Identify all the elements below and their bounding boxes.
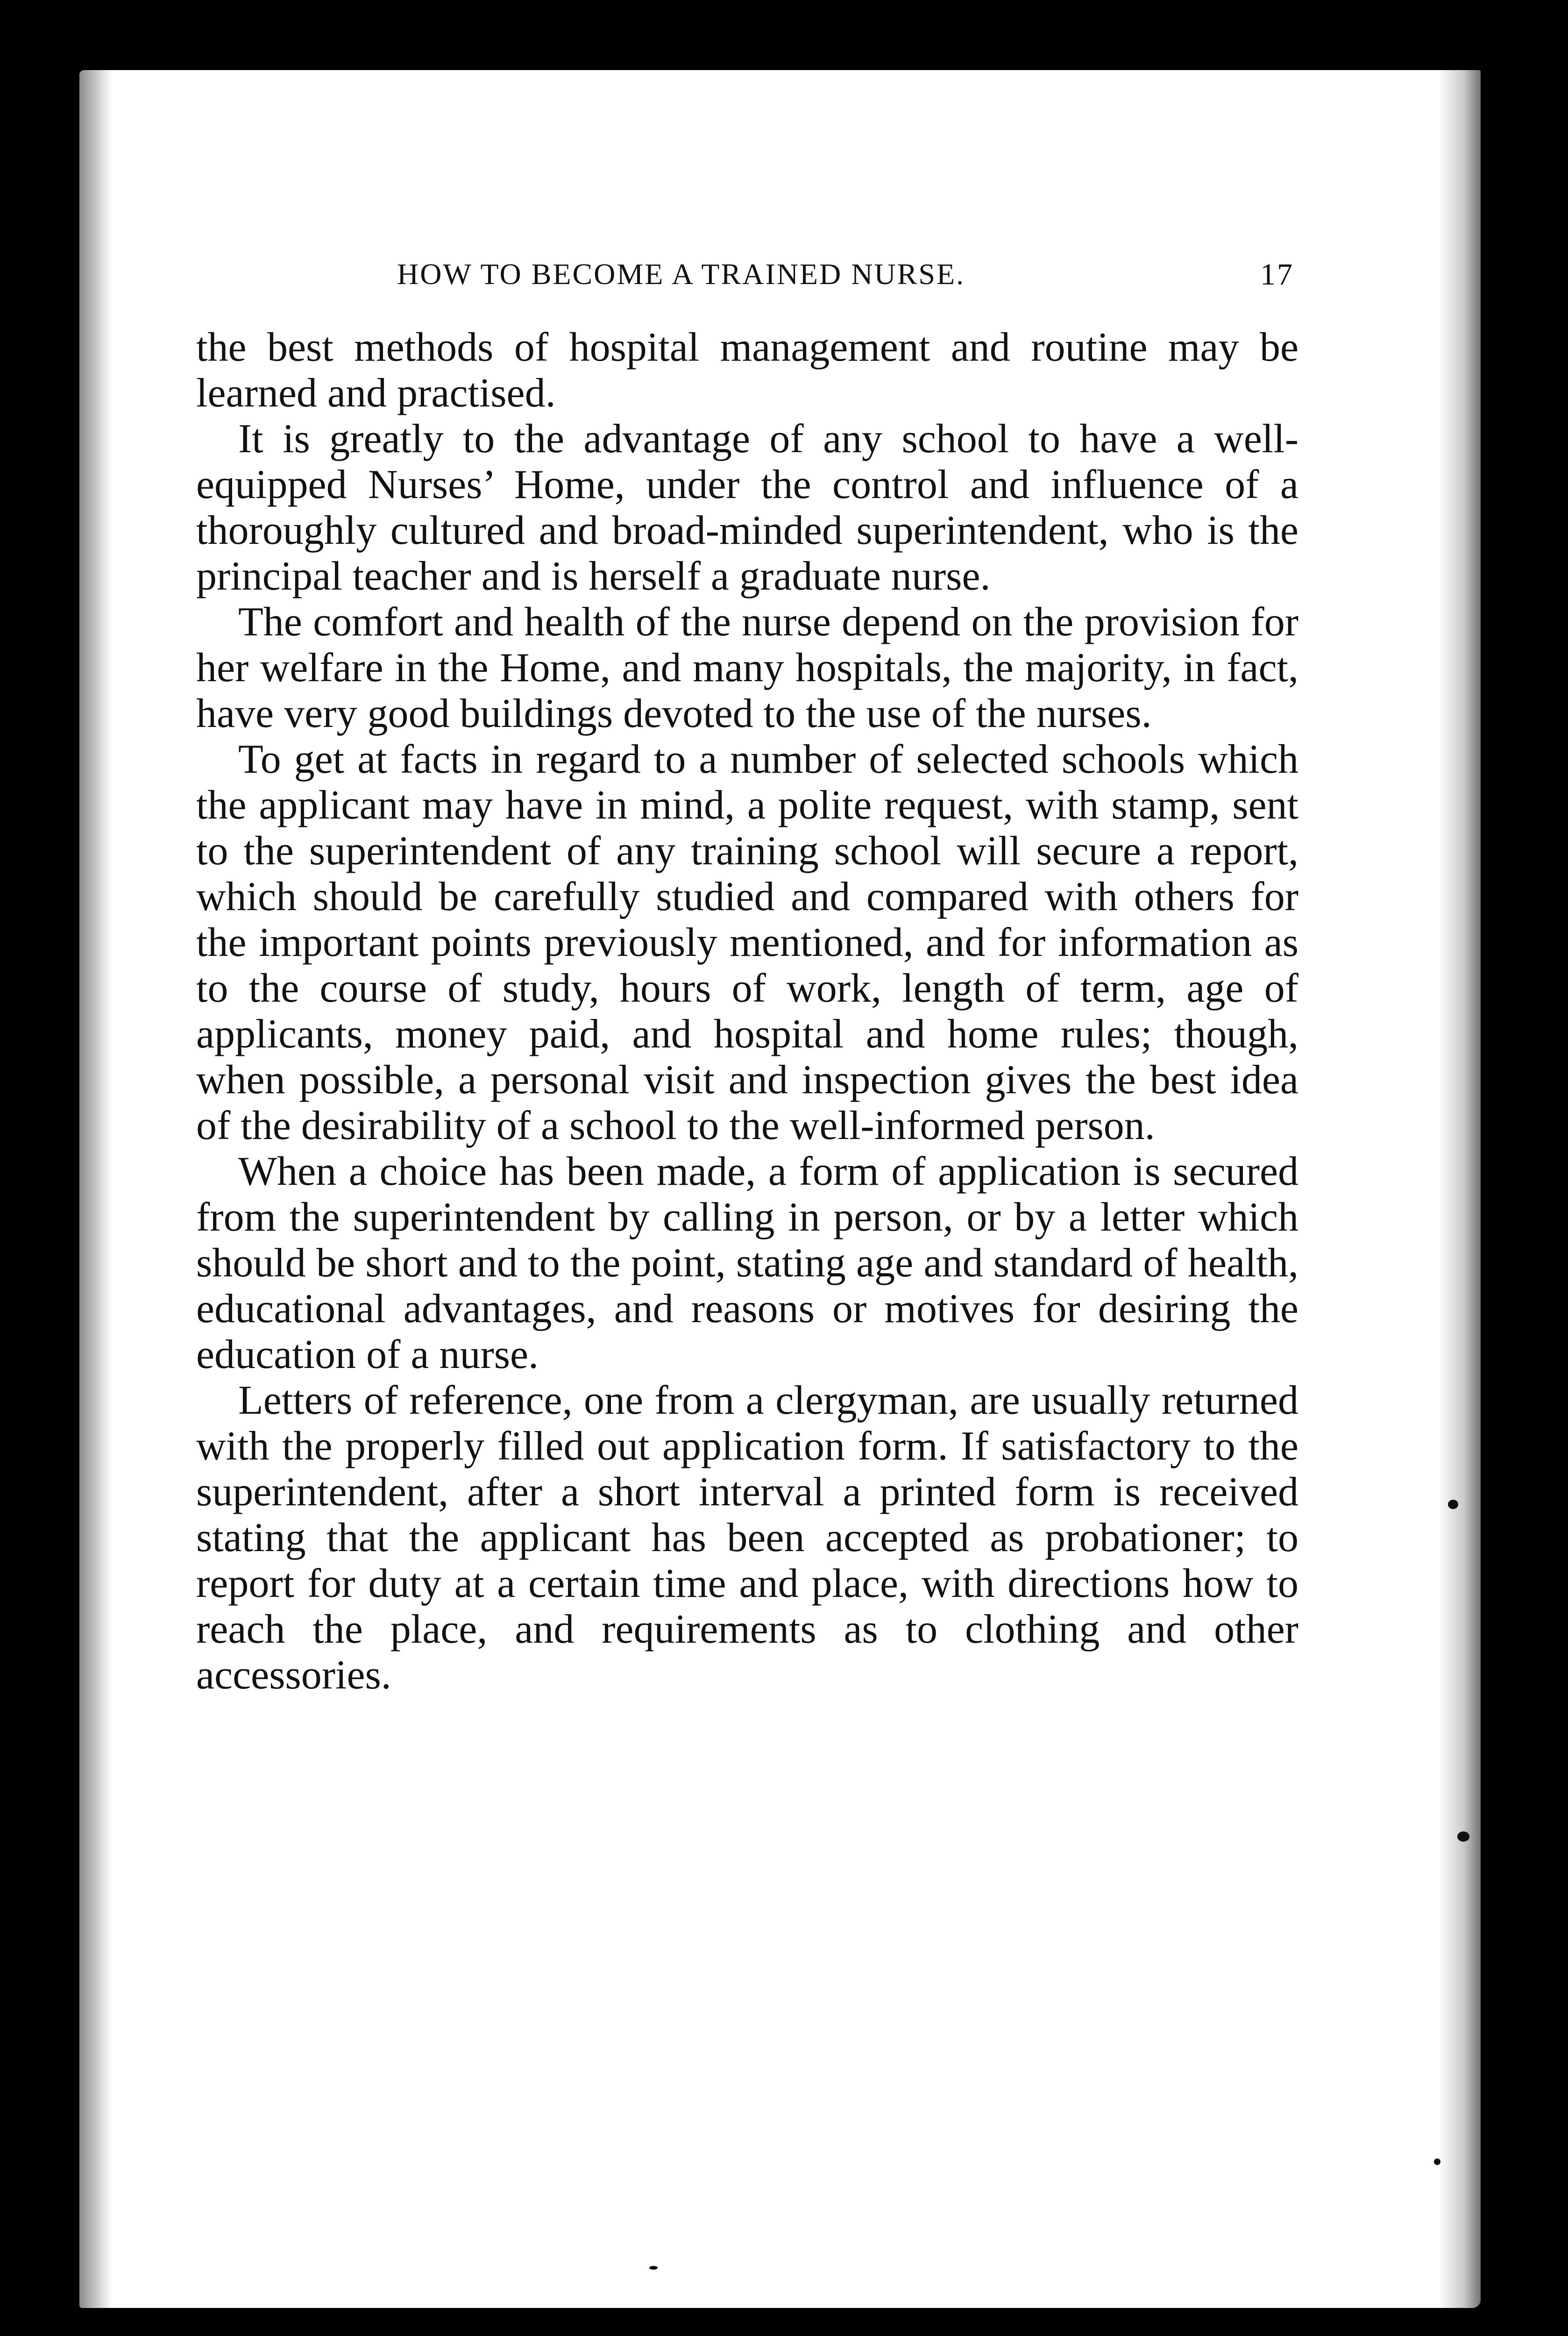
ink-speck	[1434, 2158, 1440, 2165]
paragraph: To get at facts in regard to a number of selected schools which the applicant may have in mind, a polite request, with stamp, sent to the superintendent of any training school will secure a report, which should be carefully studied and compared with others for the important points previously mentioned, and for information as to the course of study, hours of work, length of term, age of applicants, money paid, and hospital and home rules; though, when possible, a personal visit and inspection gives the best idea of the desirability of a school to the well-informed person.	[196, 737, 1298, 1148]
page-number: 17	[1260, 257, 1294, 292]
page-right-edge	[1439, 70, 1481, 2308]
ink-speck	[649, 2266, 658, 2270]
page-left-shadow	[79, 70, 112, 2308]
body-text	[196, 325, 1298, 1698]
paragraph: When a choice has been made, a form of application is secured from the superintendent by calling in person, or by a letter which should be short and to the point, stating age and standard of health, educational advantages, and reasons or motives for desiring the education of a nurse.	[196, 1149, 1298, 1377]
ink-speck	[1457, 1831, 1469, 1842]
paragraph: It is greatly to the advantage of any school to have a well-equipped Nurses’ Home, under the control and influence of a thoroughly cultured and broad-minded superintendent, who is the principal teacher and is herself a graduate nurse.	[196, 416, 1298, 599]
ink-speck	[1448, 1500, 1458, 1509]
paragraph: The comfort and health of the nurse depend on the provision for her welfare in the Home, and many hospitals, the majority, in fact, have very good buildings devoted to the use of the nurses.	[196, 599, 1298, 736]
paragraph: Letters of reference, one from a clergyman, are usually returned with the properly filled out application form. If satisfactory to the superintendent, after a short interval a printed form is received stating that the applicant has been accepted as probationer; to report for duty at a certain time and place, with directions how to reach the place, and requirements as to clothing and other accessories.	[196, 1378, 1298, 1698]
paragraph: the best methods of hospital management and routine may be learned and practised.	[196, 325, 1298, 416]
running-head-title: HOW TO BECOME A TRAINED NURSE.	[397, 257, 965, 291]
book-page	[79, 70, 1481, 2308]
